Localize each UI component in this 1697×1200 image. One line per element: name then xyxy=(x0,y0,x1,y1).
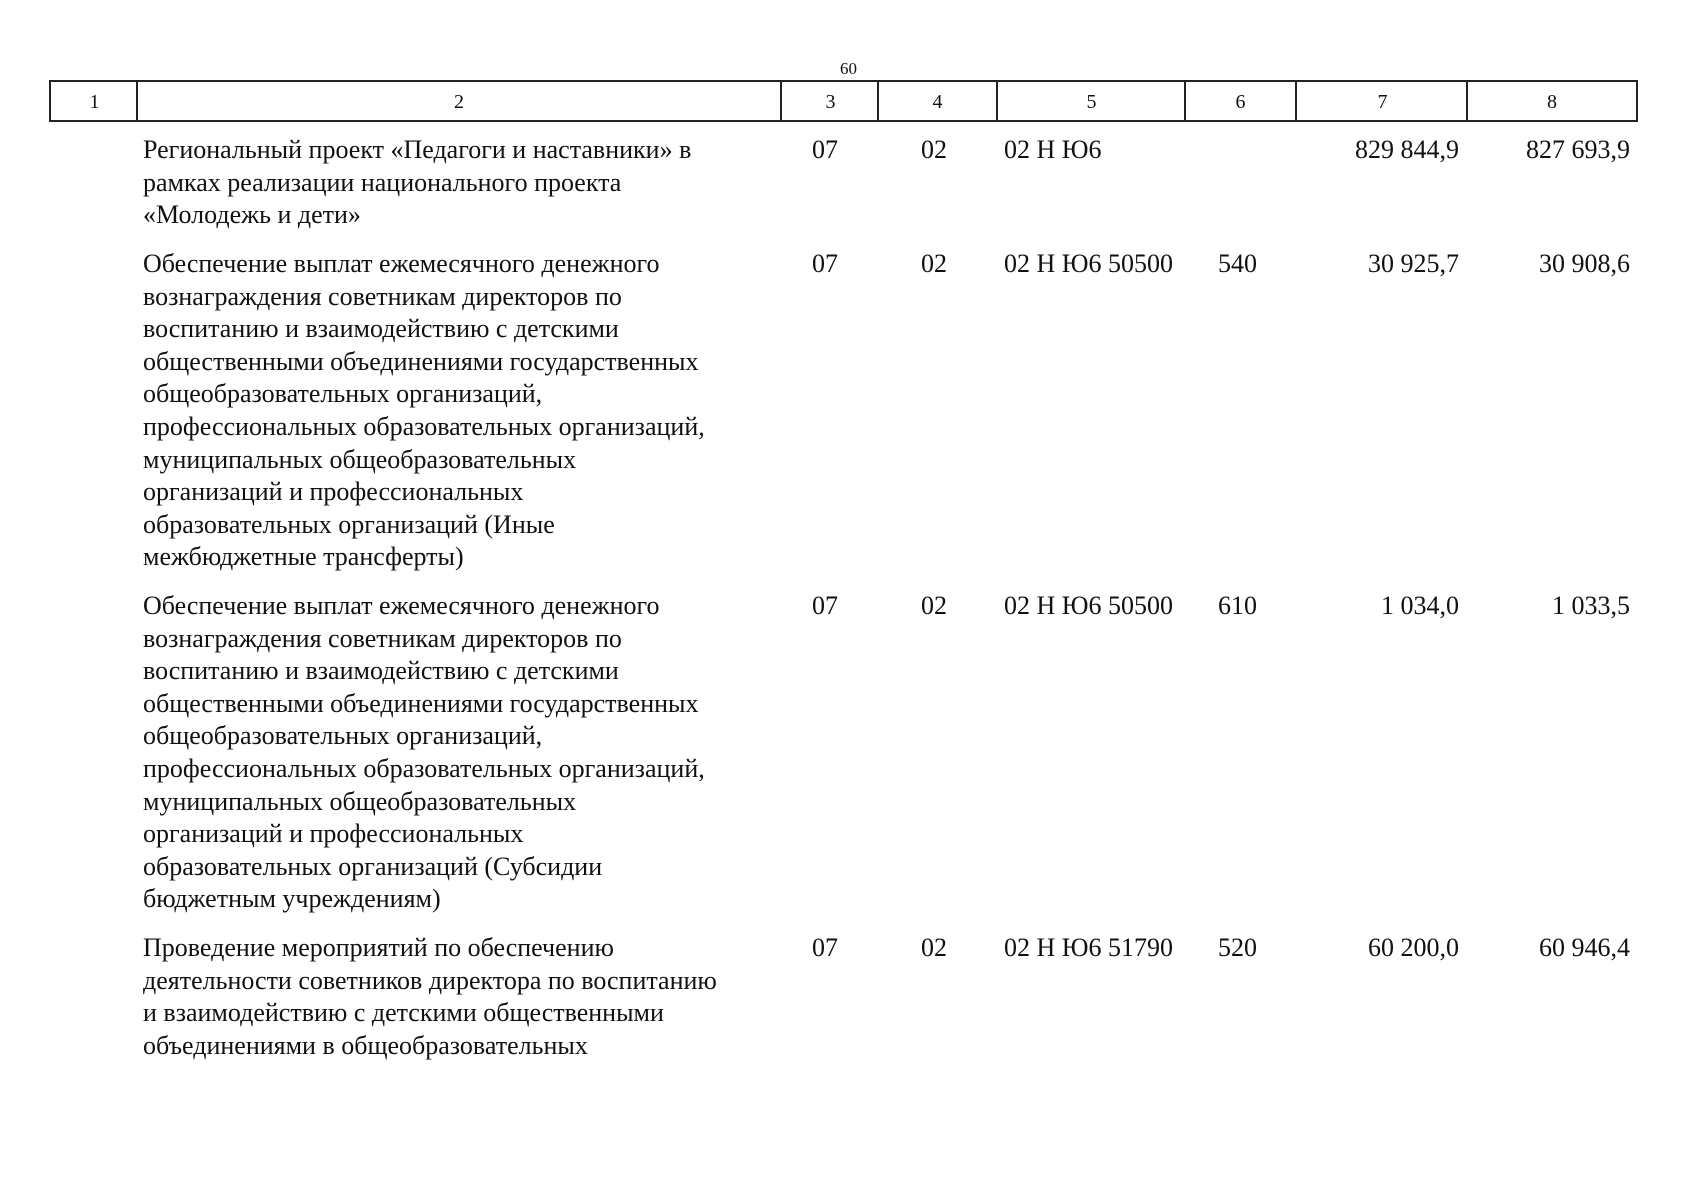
target-article-code: 02 Н Ю6 50500 xyxy=(1004,249,1173,278)
header-col-3: 3 xyxy=(780,82,879,120)
description-line: общественными объединениями государственных xyxy=(143,688,699,718)
description-line: Региональный проект «Педагоги и наставники» в xyxy=(143,135,692,164)
description-line: общеобразовательных организаций, xyxy=(143,721,543,751)
description-line: воспитанию и взаимодействию с детскими xyxy=(143,314,619,344)
target-article-code: 02 Н Ю6 50500 xyxy=(1004,591,1173,620)
expense-type-code: 610 xyxy=(1218,591,1257,620)
section-code: 07 xyxy=(812,933,838,962)
header-col-1: 1 xyxy=(89,91,100,113)
header-col-4: 4 xyxy=(877,82,996,120)
description-line: общественными объединениями государственных xyxy=(143,346,699,376)
description-line: муниципальных общеобразовательных xyxy=(143,444,577,474)
description-line: «Молодежь и дети» xyxy=(143,200,361,230)
description-line: воспитанию и взаимодействию с детскими xyxy=(143,656,619,686)
description-line: организаций и профессиональных xyxy=(143,477,524,507)
subsection-code: 02 xyxy=(921,249,947,278)
header-col-8: 8 xyxy=(1466,82,1636,120)
amount-col-8: 1 033,5 xyxy=(1552,591,1630,620)
description-line: организаций и профессиональных xyxy=(143,819,524,849)
description-line: общеобразовательных организаций, xyxy=(143,379,543,409)
target-article-code: 02 Н Ю6 xyxy=(1004,135,1102,164)
header-col-2: 2 xyxy=(136,82,780,120)
description-line: объединениями в общеобразовательных xyxy=(143,1030,588,1060)
description-line: вознаграждения советникам директоров по xyxy=(143,281,622,311)
amount-col-7: 829 844,9 xyxy=(1355,135,1459,164)
description-line: рамках реализации национального проекта xyxy=(143,167,622,197)
description-line: вознаграждения советникам директоров по xyxy=(143,623,622,653)
description-line: Обеспечение выплат ежемесячного денежного xyxy=(143,249,660,278)
subsection-code: 02 xyxy=(921,135,947,164)
amount-col-7: 1 034,0 xyxy=(1381,591,1459,620)
row-description xyxy=(143,134,783,232)
description-line: Проведение мероприятий по обеспечению xyxy=(143,933,614,962)
amount-col-8: 30 908,6 xyxy=(1539,249,1630,278)
section-code: 07 xyxy=(812,249,838,278)
description-line: образовательных организаций (Субсидии xyxy=(143,851,603,881)
page-number: 60 xyxy=(840,59,857,78)
amount-col-8: 60 946,4 xyxy=(1539,933,1630,962)
expense-type-code: 540 xyxy=(1218,249,1257,278)
description-line: профессиональных образовательных организаций, xyxy=(143,753,705,783)
description-line: профессиональных образовательных организаций, xyxy=(143,411,705,441)
amount-col-7: 30 925,7 xyxy=(1368,249,1459,278)
target-article-code: 02 Н Ю6 51790 xyxy=(1004,933,1173,962)
description-line: муниципальных общеобразовательных xyxy=(143,786,577,816)
row-description xyxy=(143,248,783,574)
description-line: межбюджетные трансферты) xyxy=(143,542,464,572)
row-description xyxy=(143,590,783,916)
amount-col-8: 827 693,9 xyxy=(1526,135,1630,164)
description-line: бюджетным учреждениям) xyxy=(143,884,441,914)
description-line: Обеспечение выплат ежемесячного денежного xyxy=(143,591,660,620)
description-line: деятельности советников директора по воспитанию xyxy=(143,965,717,995)
description-line: образовательных организаций (Иные xyxy=(143,509,555,539)
expense-type-code: 520 xyxy=(1218,933,1257,962)
row-description xyxy=(143,932,783,1062)
subsection-code: 02 xyxy=(921,591,947,620)
header-col-7: 7 xyxy=(1295,82,1468,120)
description-line: и взаимодействию с детскими общественными xyxy=(143,998,664,1028)
section-code: 07 xyxy=(812,135,838,164)
header-col-6: 6 xyxy=(1184,82,1295,120)
header-col-5: 5 xyxy=(996,82,1185,120)
amount-col-7: 60 200,0 xyxy=(1368,933,1459,962)
subsection-code: 02 xyxy=(921,933,947,962)
table-header-row xyxy=(49,80,1638,122)
section-code: 07 xyxy=(812,591,838,620)
